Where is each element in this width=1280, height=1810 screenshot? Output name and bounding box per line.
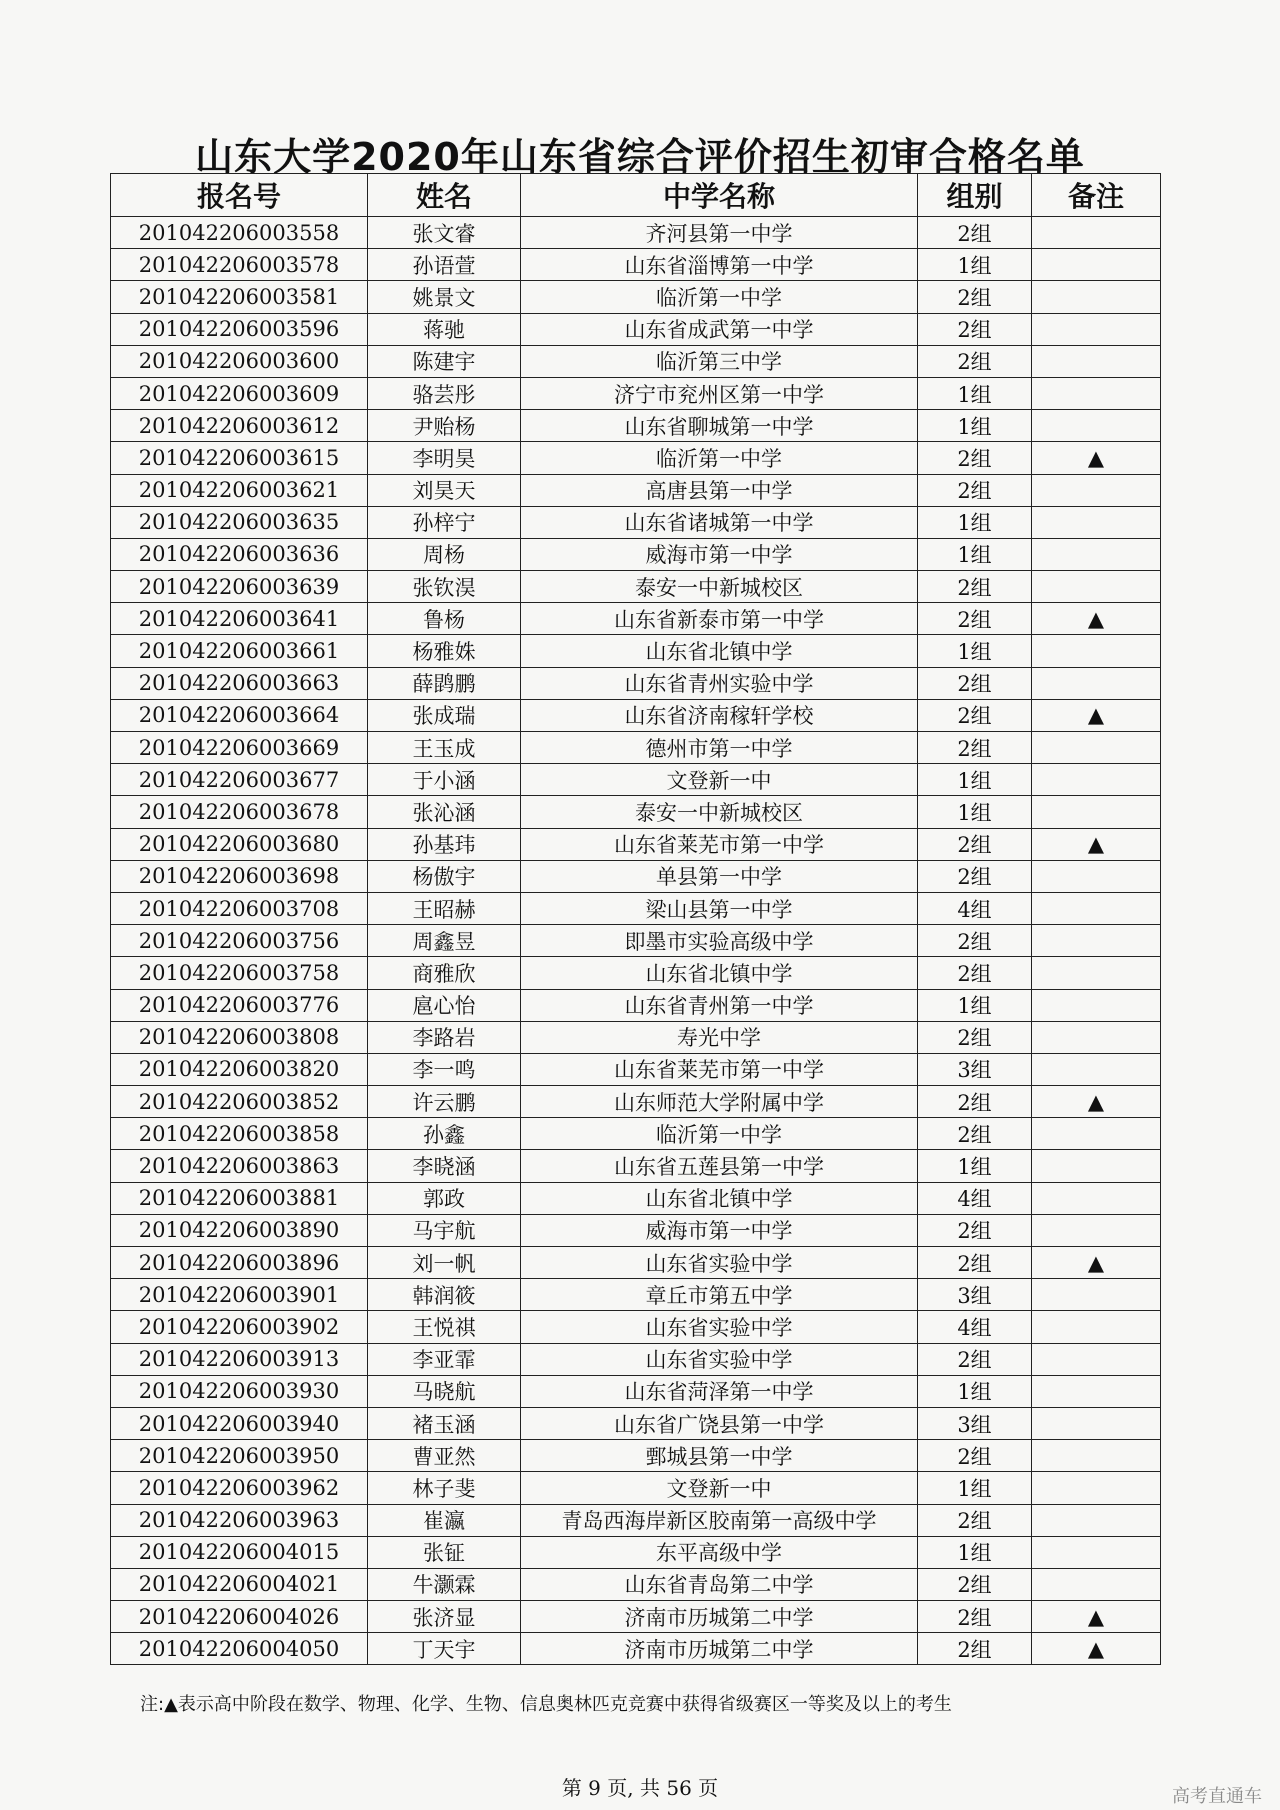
- group-cell: 3组: [918, 1407, 1032, 1439]
- student-name-cell: 张成瑞: [368, 699, 521, 731]
- school-name-cell: 山东省实验中学: [521, 1343, 918, 1375]
- student-name-cell: 薛鹍鹏: [368, 667, 521, 699]
- registration-number-cell: 201042206003756: [111, 925, 368, 957]
- registration-number-cell: 201042206003776: [111, 989, 368, 1021]
- remark-cell: ▲: [1032, 442, 1161, 474]
- group-cell: 2组: [918, 442, 1032, 474]
- table-row: [111, 1407, 1161, 1439]
- group-cell: 2组: [918, 217, 1032, 249]
- group-cell: 4组: [918, 1182, 1032, 1214]
- table-row: [111, 1214, 1161, 1246]
- group-cell: 2组: [918, 1633, 1032, 1665]
- student-name-cell: 孙基玮: [368, 828, 521, 860]
- school-name-cell: 泰安一中新城校区: [521, 796, 918, 828]
- pagination-text: 第 9 页, 共 56 页: [561, 1776, 719, 1800]
- table-row: [111, 1536, 1161, 1568]
- school-name-cell: 山东省菏泽第一中学: [521, 1375, 918, 1407]
- remark-cell: [1032, 1343, 1161, 1375]
- table-row: [111, 892, 1161, 924]
- footnote: 注:▲表示高中阶段在数学、物理、化学、生物、信息奥林匹克竞赛中获得省级赛区一等奖及以上的考生: [140, 1694, 952, 1715]
- group-cell: 2组: [918, 313, 1032, 345]
- remark-cell: [1032, 1407, 1161, 1439]
- student-name-cell: 于小涵: [368, 764, 521, 796]
- remark-cell: [1032, 796, 1161, 828]
- remark-cell: [1032, 1504, 1161, 1536]
- school-name-cell: 梁山县第一中学: [521, 892, 918, 924]
- registration-number-cell: 201042206003663: [111, 667, 368, 699]
- student-name-cell: 骆芸彤: [368, 377, 521, 409]
- group-cell: 2组: [918, 281, 1032, 313]
- table-row: [111, 1118, 1161, 1150]
- school-name-cell: 即墨市实验高级中学: [521, 925, 918, 957]
- school-name-cell: 山东省诸城第一中学: [521, 506, 918, 538]
- registration-number-cell: 201042206003930: [111, 1375, 368, 1407]
- remark-cell: [1032, 957, 1161, 989]
- school-name-cell: 山东省北镇中学: [521, 957, 918, 989]
- school-name-cell: 临沂第一中学: [521, 442, 918, 474]
- table-row: [111, 860, 1161, 892]
- registration-number-cell: 201042206003596: [111, 313, 368, 345]
- registration-number-cell: 201042206003669: [111, 732, 368, 764]
- registration-number-cell: 201042206003635: [111, 506, 368, 538]
- registration-number-cell: 201042206003621: [111, 474, 368, 506]
- table-row: [111, 957, 1161, 989]
- table-row: [111, 1086, 1161, 1118]
- table-row: [111, 1311, 1161, 1343]
- remark-cell: [1032, 667, 1161, 699]
- school-name-cell: 山东省青州第一中学: [521, 989, 918, 1021]
- admission-list-table: [110, 173, 1161, 1665]
- remark-cell: ▲: [1032, 603, 1161, 635]
- group-cell: 1组: [918, 538, 1032, 570]
- remark-cell: ▲: [1032, 1601, 1161, 1633]
- student-name-cell: 韩润筱: [368, 1279, 521, 1311]
- remark-cell: [1032, 1150, 1161, 1182]
- student-name-cell: 刘一帆: [368, 1247, 521, 1279]
- student-name-cell: 马宇航: [368, 1214, 521, 1246]
- school-name-cell: 单县第一中学: [521, 860, 918, 892]
- school-name-cell: 临沂第三中学: [521, 345, 918, 377]
- registration-number-cell: 201042206003708: [111, 892, 368, 924]
- registration-number-cell: 201042206003698: [111, 860, 368, 892]
- group-cell: 2组: [918, 1440, 1032, 1472]
- registration-number-cell: 201042206003678: [111, 796, 368, 828]
- group-cell: 1组: [918, 796, 1032, 828]
- student-name-cell: 杨雅姝: [368, 635, 521, 667]
- registration-number-cell: 201042206004050: [111, 1633, 368, 1665]
- remark-cell: [1032, 1279, 1161, 1311]
- remark-cell: [1032, 892, 1161, 924]
- table-header-row: [111, 174, 1161, 217]
- registration-number-cell: 201042206003881: [111, 1182, 368, 1214]
- school-name-cell: 山东省实验中学: [521, 1247, 918, 1279]
- student-name-cell: 孙语萱: [368, 249, 521, 281]
- student-name-cell: 杨傲宇: [368, 860, 521, 892]
- school-name-cell: 临沂第一中学: [521, 281, 918, 313]
- school-name-cell: 东平高级中学: [521, 1536, 918, 1568]
- remark-cell: [1032, 538, 1161, 570]
- group-cell: 1组: [918, 764, 1032, 796]
- student-name-cell: 马晓航: [368, 1375, 521, 1407]
- school-name-cell: 德州市第一中学: [521, 732, 918, 764]
- registration-number-cell: 201042206003609: [111, 377, 368, 409]
- table-row: [111, 281, 1161, 313]
- student-name-cell: 李路岩: [368, 1021, 521, 1053]
- student-name-cell: 尹贻杨: [368, 410, 521, 442]
- table-row: [111, 217, 1161, 249]
- remark-cell: ▲: [1032, 1086, 1161, 1118]
- school-name-cell: 山东省实验中学: [521, 1311, 918, 1343]
- group-cell: 2组: [918, 1086, 1032, 1118]
- header-group: 组别: [918, 174, 1032, 217]
- watermark-text: 高考直通车: [1172, 1786, 1262, 1807]
- group-cell: 2组: [918, 1118, 1032, 1150]
- remark-cell: [1032, 1472, 1161, 1504]
- school-name-cell: 威海市第一中学: [521, 538, 918, 570]
- group-cell: 1组: [918, 249, 1032, 281]
- remark-cell: [1032, 1311, 1161, 1343]
- registration-number-cell: 201042206003661: [111, 635, 368, 667]
- group-cell: 2组: [918, 957, 1032, 989]
- remark-cell: [1032, 345, 1161, 377]
- student-name-cell: 张文睿: [368, 217, 521, 249]
- group-cell: 2组: [918, 860, 1032, 892]
- group-cell: 1组: [918, 1375, 1032, 1407]
- school-name-cell: 文登新一中: [521, 764, 918, 796]
- student-name-cell: 姚景文: [368, 281, 521, 313]
- school-name-cell: 青岛西海岸新区胶南第一高级中学: [521, 1504, 918, 1536]
- group-cell: 1组: [918, 635, 1032, 667]
- remark-cell: [1032, 989, 1161, 1021]
- remark-cell: [1032, 506, 1161, 538]
- group-cell: 2组: [918, 1247, 1032, 1279]
- student-name-cell: 蒋驰: [368, 313, 521, 345]
- school-name-cell: 山东省聊城第一中学: [521, 410, 918, 442]
- school-name-cell: 山东省五莲县第一中学: [521, 1150, 918, 1182]
- group-cell: 3组: [918, 1053, 1032, 1085]
- school-name-cell: 临沂第一中学: [521, 1118, 918, 1150]
- table-row: [111, 1021, 1161, 1053]
- student-name-cell: 刘昊天: [368, 474, 521, 506]
- student-name-cell: 许云鹏: [368, 1086, 521, 1118]
- table-row: [111, 1182, 1161, 1214]
- school-name-cell: 山东省北镇中学: [521, 635, 918, 667]
- student-name-cell: 周杨: [368, 538, 521, 570]
- school-name-cell: 章丘市第五中学: [521, 1279, 918, 1311]
- student-name-cell: 李亚霏: [368, 1343, 521, 1375]
- registration-number-cell: 201042206003758: [111, 957, 368, 989]
- registration-number-cell: 201042206003863: [111, 1150, 368, 1182]
- remark-cell: [1032, 313, 1161, 345]
- registration-number-cell: 201042206003890: [111, 1214, 368, 1246]
- student-name-cell: 丁天宇: [368, 1633, 521, 1665]
- school-name-cell: 山东省青岛第二中学: [521, 1568, 918, 1600]
- table-row: [111, 1279, 1161, 1311]
- remark-cell: [1032, 217, 1161, 249]
- school-name-cell: 山东省新泰市第一中学: [521, 603, 918, 635]
- header-school-name: 中学名称: [521, 174, 918, 217]
- group-cell: 2组: [918, 732, 1032, 764]
- group-cell: 2组: [918, 603, 1032, 635]
- student-name-cell: 张沁涵: [368, 796, 521, 828]
- group-cell: 2组: [918, 474, 1032, 506]
- group-cell: 2组: [918, 667, 1032, 699]
- table-row: [111, 474, 1161, 506]
- registration-number-cell: 201042206003639: [111, 571, 368, 603]
- remark-cell: [1032, 925, 1161, 957]
- student-name-cell: 李明昊: [368, 442, 521, 474]
- remark-cell: [1032, 1440, 1161, 1472]
- table-row: [111, 1472, 1161, 1504]
- group-cell: 1组: [918, 1472, 1032, 1504]
- remark-cell: [1032, 1568, 1161, 1600]
- school-name-cell: 山东省莱芜市第一中学: [521, 1053, 918, 1085]
- registration-number-cell: 201042206003940: [111, 1407, 368, 1439]
- group-cell: 2组: [918, 1021, 1032, 1053]
- student-name-cell: 王悦祺: [368, 1311, 521, 1343]
- registration-number-cell: 201042206003852: [111, 1086, 368, 1118]
- remark-cell: [1032, 1375, 1161, 1407]
- student-name-cell: 李一鸣: [368, 1053, 521, 1085]
- school-name-cell: 山东省淄博第一中学: [521, 249, 918, 281]
- table-row: [111, 1343, 1161, 1375]
- table-row: [111, 442, 1161, 474]
- table-row: [111, 828, 1161, 860]
- group-cell: 4组: [918, 892, 1032, 924]
- page-title: 山东大学2020年山东省综合评价招生初审合格名单: [195, 135, 1085, 179]
- student-name-cell: 王昭赫: [368, 892, 521, 924]
- table-row: [111, 989, 1161, 1021]
- school-name-cell: 齐河县第一中学: [521, 217, 918, 249]
- student-name-cell: 孙鑫: [368, 1118, 521, 1150]
- student-name-cell: 李晓涵: [368, 1150, 521, 1182]
- group-cell: 1组: [918, 377, 1032, 409]
- header-name: 姓名: [368, 174, 521, 217]
- table-row: [111, 699, 1161, 731]
- registration-number-cell: 201042206003902: [111, 1311, 368, 1343]
- school-name-cell: 文登新一中: [521, 1472, 918, 1504]
- registration-number-cell: 201042206003581: [111, 281, 368, 313]
- school-name-cell: 济宁市兖州区第一中学: [521, 377, 918, 409]
- registration-number-cell: 201042206003600: [111, 345, 368, 377]
- registration-number-cell: 201042206003612: [111, 410, 368, 442]
- remark-cell: ▲: [1032, 699, 1161, 731]
- school-name-cell: 山东省成武第一中学: [521, 313, 918, 345]
- group-cell: 4组: [918, 1311, 1032, 1343]
- table-row: [111, 796, 1161, 828]
- registration-number-cell: 201042206003913: [111, 1343, 368, 1375]
- student-name-cell: 周鑫昱: [368, 925, 521, 957]
- student-name-cell: 王玉成: [368, 732, 521, 764]
- remark-cell: [1032, 764, 1161, 796]
- registration-number-cell: 201042206003641: [111, 603, 368, 635]
- registration-number-cell: 201042206003963: [111, 1504, 368, 1536]
- group-cell: 2组: [918, 1568, 1032, 1600]
- table-row: [111, 345, 1161, 377]
- school-name-cell: 山东师范大学附属中学: [521, 1086, 918, 1118]
- remark-cell: [1032, 571, 1161, 603]
- table-row: [111, 764, 1161, 796]
- student-name-cell: 牛灏霖: [368, 1568, 521, 1600]
- registration-number-cell: 201042206003820: [111, 1053, 368, 1085]
- table-row: [111, 1053, 1161, 1085]
- registration-number-cell: 201042206003578: [111, 249, 368, 281]
- remark-cell: [1032, 1118, 1161, 1150]
- registration-number-cell: 201042206003950: [111, 1440, 368, 1472]
- table-row: [111, 506, 1161, 538]
- student-name-cell: 张钲: [368, 1536, 521, 1568]
- group-cell: 2组: [918, 699, 1032, 731]
- registration-number-cell: 201042206003615: [111, 442, 368, 474]
- table-row: [111, 1375, 1161, 1407]
- remark-cell: [1032, 635, 1161, 667]
- group-cell: 2组: [918, 828, 1032, 860]
- registration-number-cell: 201042206003636: [111, 538, 368, 570]
- student-name-cell: 崔瀛: [368, 1504, 521, 1536]
- table-body: [111, 217, 1161, 1665]
- student-name-cell: 林子斐: [368, 1472, 521, 1504]
- student-name-cell: 孙梓宁: [368, 506, 521, 538]
- remark-cell: [1032, 410, 1161, 442]
- table-row: [111, 249, 1161, 281]
- remark-cell: [1032, 1053, 1161, 1085]
- table-row: [111, 732, 1161, 764]
- remark-cell: [1032, 1021, 1161, 1053]
- remark-cell: [1032, 1536, 1161, 1568]
- table-row: [111, 1247, 1161, 1279]
- registration-number-cell: 201042206003896: [111, 1247, 368, 1279]
- remark-cell: [1032, 732, 1161, 764]
- registration-number-cell: 201042206003808: [111, 1021, 368, 1053]
- student-name-cell: 商雅欣: [368, 957, 521, 989]
- remark-cell: ▲: [1032, 1633, 1161, 1665]
- group-cell: 2组: [918, 1214, 1032, 1246]
- school-name-cell: 济南市历城第二中学: [521, 1633, 918, 1665]
- table-row: [111, 603, 1161, 635]
- school-name-cell: 济南市历城第二中学: [521, 1601, 918, 1633]
- table-row: [111, 538, 1161, 570]
- registration-number-cell: 201042206003858: [111, 1118, 368, 1150]
- remark-cell: [1032, 249, 1161, 281]
- remark-cell: [1032, 377, 1161, 409]
- registration-number-cell: 201042206003680: [111, 828, 368, 860]
- registration-number-cell: 201042206004021: [111, 1568, 368, 1600]
- registration-number-cell: 201042206003664: [111, 699, 368, 731]
- table-row: [111, 667, 1161, 699]
- table-row: [111, 377, 1161, 409]
- remark-cell: [1032, 1182, 1161, 1214]
- remark-cell: ▲: [1032, 828, 1161, 860]
- table-row: [111, 1568, 1161, 1600]
- registration-number-cell: 201042206003558: [111, 217, 368, 249]
- registration-number-cell: 201042206004026: [111, 1601, 368, 1633]
- table-row: [111, 1440, 1161, 1472]
- table-row: [111, 1633, 1161, 1665]
- group-cell: 1组: [918, 410, 1032, 442]
- school-name-cell: 山东省青州实验中学: [521, 667, 918, 699]
- registration-number-cell: 201042206004015: [111, 1536, 368, 1568]
- group-cell: 1组: [918, 989, 1032, 1021]
- student-name-cell: 郭政: [368, 1182, 521, 1214]
- school-name-cell: 高唐县第一中学: [521, 474, 918, 506]
- student-name-cell: 曹亚然: [368, 1440, 521, 1472]
- school-name-cell: 山东省莱芜市第一中学: [521, 828, 918, 860]
- school-name-cell: 山东省济南稼轩学校: [521, 699, 918, 731]
- header-registration-number: 报名号: [111, 174, 368, 217]
- group-cell: 1组: [918, 506, 1032, 538]
- student-name-cell: 褚玉涵: [368, 1407, 521, 1439]
- group-cell: 1组: [918, 1150, 1032, 1182]
- student-name-cell: 鲁杨: [368, 603, 521, 635]
- remark-cell: ▲: [1032, 1247, 1161, 1279]
- school-name-cell: 威海市第一中学: [521, 1214, 918, 1246]
- group-cell: 3组: [918, 1279, 1032, 1311]
- table-row: [111, 571, 1161, 603]
- group-cell: 2组: [918, 571, 1032, 603]
- table-row: [111, 925, 1161, 957]
- group-cell: 2组: [918, 1504, 1032, 1536]
- table-row: [111, 1601, 1161, 1633]
- table-row: [111, 1150, 1161, 1182]
- group-cell: 2组: [918, 925, 1032, 957]
- school-name-cell: 山东省北镇中学: [521, 1182, 918, 1214]
- student-name-cell: 张钦淏: [368, 571, 521, 603]
- registration-number-cell: 201042206003962: [111, 1472, 368, 1504]
- registration-number-cell: 201042206003677: [111, 764, 368, 796]
- school-name-cell: 鄄城县第一中学: [521, 1440, 918, 1472]
- table-row: [111, 313, 1161, 345]
- group-cell: 2组: [918, 1343, 1032, 1375]
- table-row: [111, 635, 1161, 667]
- header-remark: 备注: [1032, 174, 1161, 217]
- group-cell: 1组: [918, 1536, 1032, 1568]
- school-name-cell: 泰安一中新城校区: [521, 571, 918, 603]
- table-row: [111, 1504, 1161, 1536]
- group-cell: 2组: [918, 1601, 1032, 1633]
- remark-cell: [1032, 860, 1161, 892]
- school-name-cell: 寿光中学: [521, 1021, 918, 1053]
- student-name-cell: 张济显: [368, 1601, 521, 1633]
- remark-cell: [1032, 281, 1161, 313]
- remark-cell: [1032, 1214, 1161, 1246]
- school-name-cell: 山东省广饶县第一中学: [521, 1407, 918, 1439]
- student-name-cell: 扈心怡: [368, 989, 521, 1021]
- table-row: [111, 410, 1161, 442]
- group-cell: 2组: [918, 345, 1032, 377]
- student-name-cell: 陈建宇: [368, 345, 521, 377]
- remark-cell: [1032, 474, 1161, 506]
- registration-number-cell: 201042206003901: [111, 1279, 368, 1311]
